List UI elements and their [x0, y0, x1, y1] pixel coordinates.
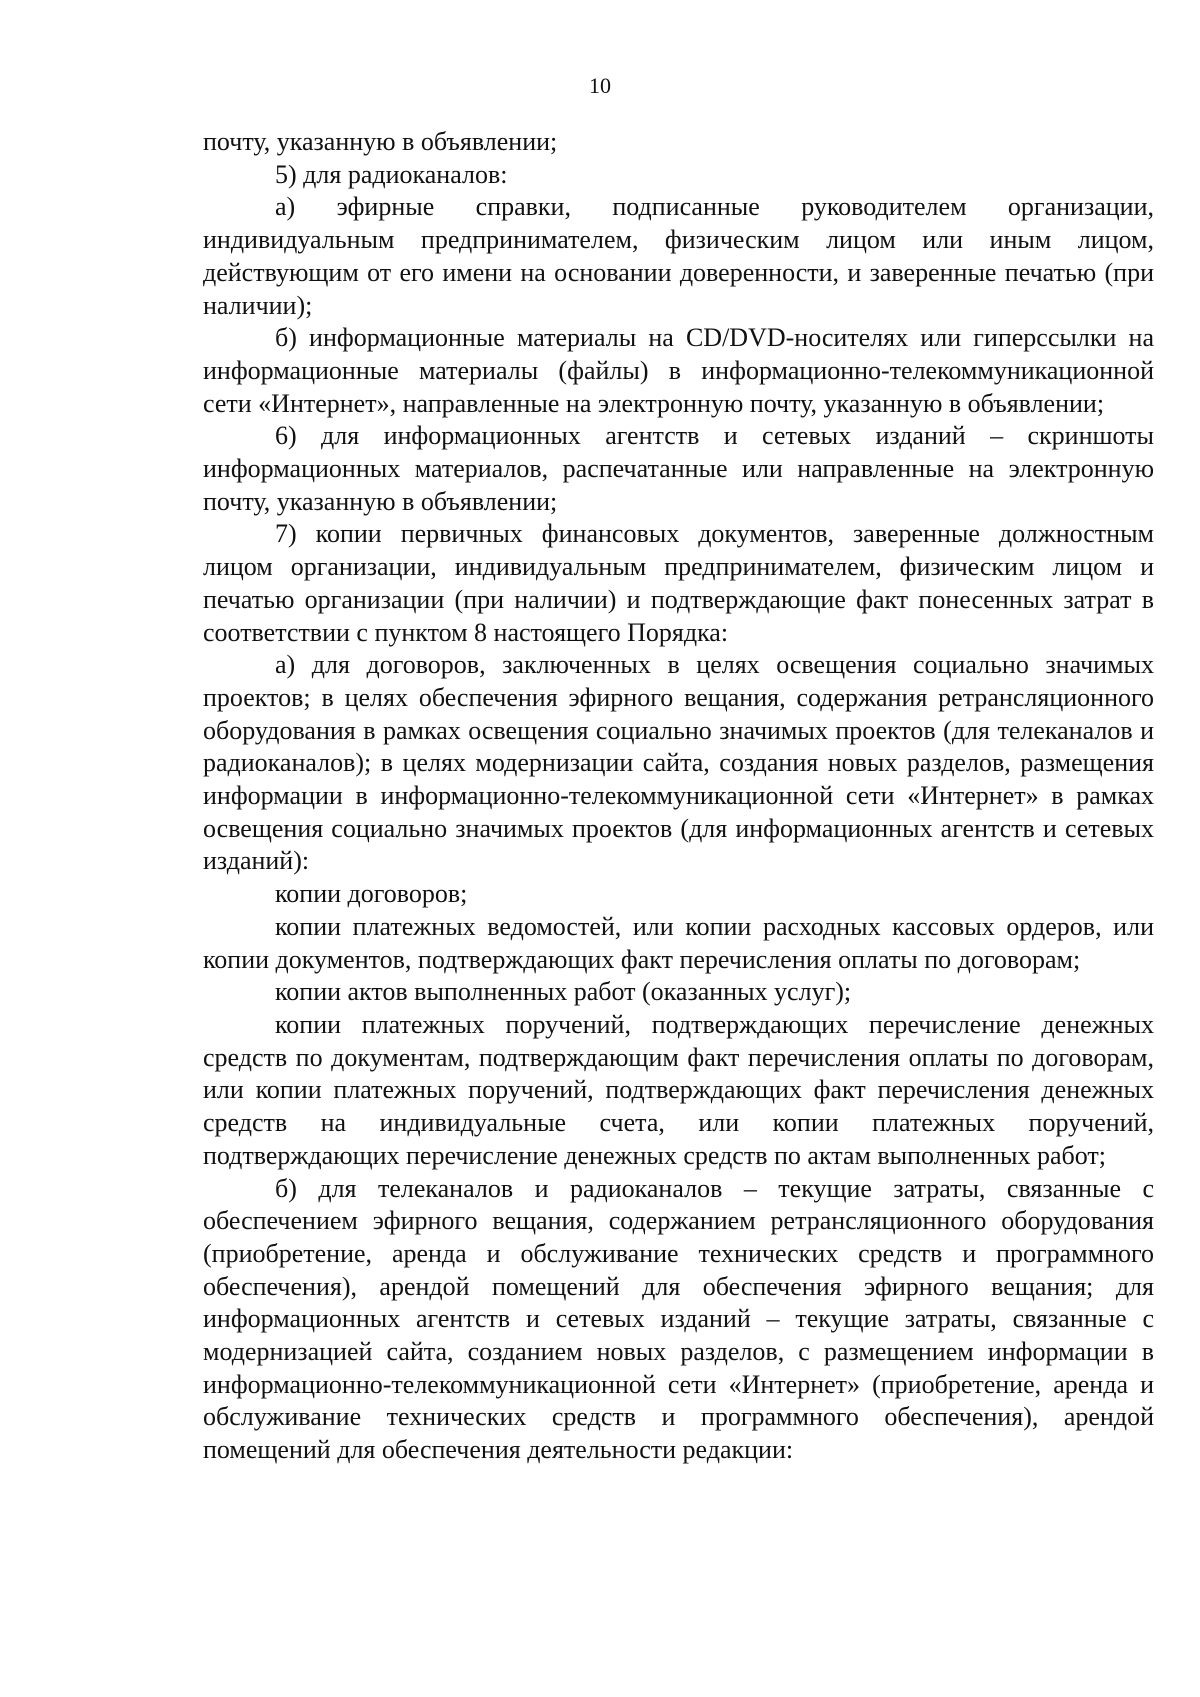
paragraph: б) для телеканалов и радиоканалов – текущие затраты, связанные с обеспечением эфирного вещания, содержанием ретрансляционного оборудования (приобретение, аренда и обслуживание технических средств и программного обеспечения), арендой помещений для обеспечения эфирного вещания; для информационных агентств и сетевых изданий – текущие затраты, связанные с модернизацией сайта, созданием новых разделов, с размещением информации в информационно-телекоммуникационной сети «Интернет» (приобретение, аренда и обслуживание технических средств и программного обеспечения), арендой помещений для обеспечения деятельности редакции: [203, 1173, 1154, 1465]
paragraph: а) эфирные справки, подписанные руководителем организации, индивидуальным предпринимателем, физическим лицом или иным лицом, действующим от его имени на основании доверенности, и заверенные печатью (при наличии); [203, 192, 1154, 320]
paragraph: почту, указанную в объявлении; [203, 127, 558, 156]
paragraph: 5) для радиоканалов: [275, 159, 508, 189]
page-number: 10 [589, 73, 611, 98]
paragraph: копии договоров; [275, 879, 468, 909]
paragraph: копии актов выполненных работ (оказанных услуг); [275, 977, 852, 1007]
paragraph: копии платежных поручений, подтверждающих перечисление денежных средств по документам, подтверждающим факт перечисления оплаты по договорам, или копии платежных поручений, подтверждающих факт перечисления денежных средств на индивидуальные счета, или копии платежных поручений, подтверждающих перечисление денежных средств по актам выполненных работ; [203, 1009, 1154, 1170]
paragraph: 6) для информационных агентств и сетевых изданий – скриншоты информационных материалов, распечатанные или направленные на электронную почту, указанную в объявлении; [203, 421, 1154, 516]
paragraph: 7) копии первичных финансовых документов, заверенные должностным лицом организации, индивидуальным предпринимателем, физическим лицом и печатью организации (при наличии) и подтверждающие факт понесенных затрат в соответствии с пунктом 8 настоящего Порядка: [203, 519, 1154, 647]
paragraph: б) информационные материалы на CD/DVD-носителях или гиперссылки на информационные материалы (файлы) в информационно-телекоммуникационной сети «Интернет», направленные на электронную почту, указанную в объявлении; [203, 323, 1154, 418]
document-body [203, 126, 1154, 1467]
paragraph: копии платежных ведомостей, или копии расходных кассовых ордеров, или копии документов, подтверждающих факт перечисления оплаты по договорам; [203, 911, 1154, 974]
paragraph: а) для договоров, заключенных в целях освещения социально значимых проектов; в целях обеспечения эфирного вещания, содержания ретрансляционного оборудования в рамках освещения социально значимых проектов (для телеканалов и радиоканалов); в целях модернизации сайта, создания новых разделов, размещения информации в информационно-телекоммуникационной сети «Интернет» в рамках освещения социально значимых проектов (для информационных агентств и сетевых изданий): [203, 650, 1154, 876]
